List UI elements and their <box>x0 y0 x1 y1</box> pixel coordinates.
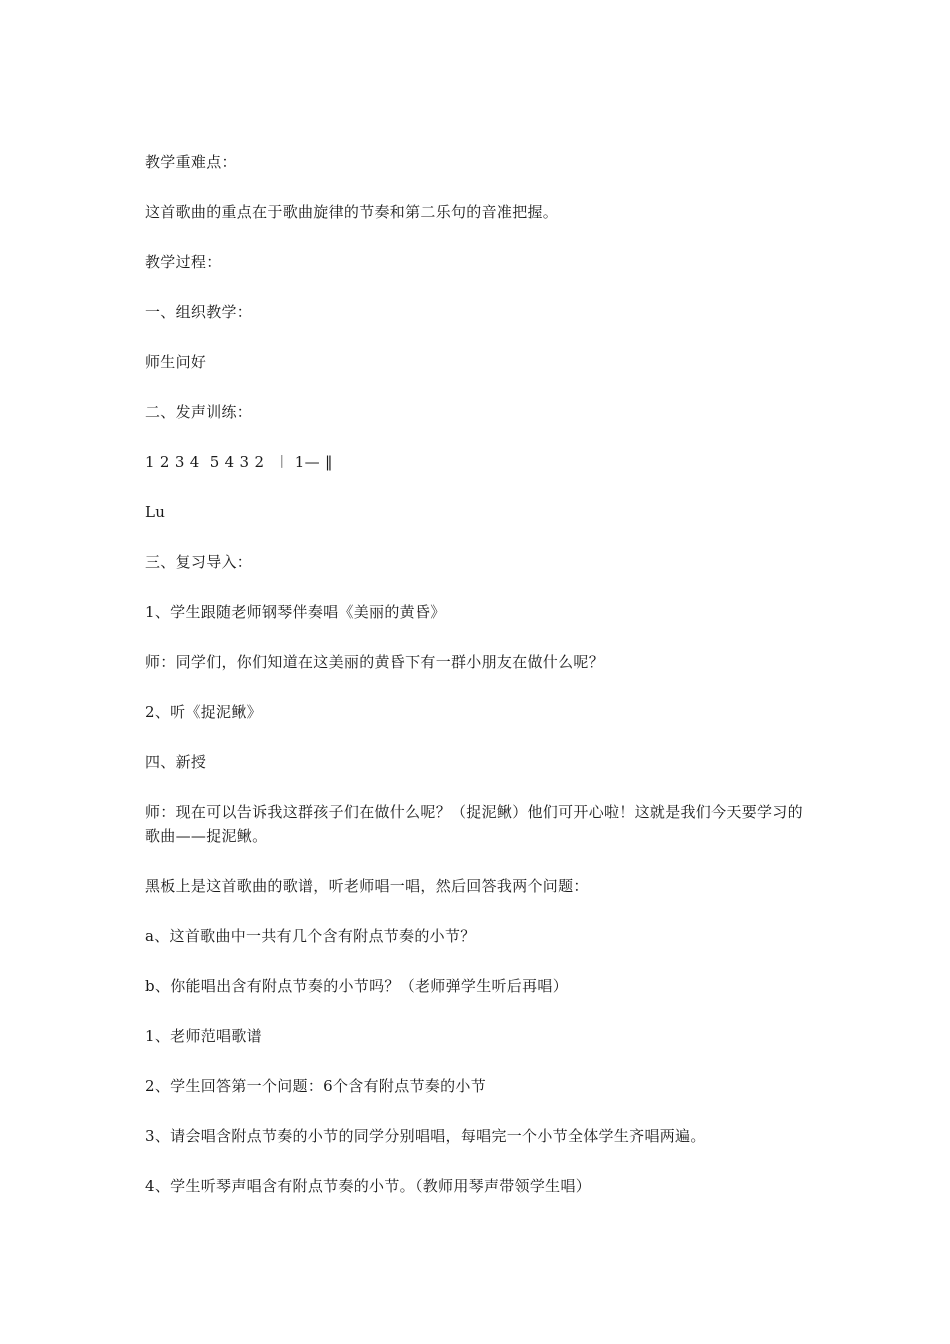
section-one-heading: 一、组织教学： <box>145 303 253 321</box>
new-lesson-step-3: 3、请会唱含附点节奏的小节的同学分别唱唱，每唱完一个小节全体学生齐唱两遍。 <box>145 1127 706 1145</box>
heading-teaching-process: 教学过程： <box>145 253 222 271</box>
blackboard-instruction: 黑板上是这首歌曲的歌谱，听老师唱一唱，然后回答我两个问题： <box>145 877 589 895</box>
teacher-question-1: 师：同学们，你们知道在这美丽的黄昏下有一群小朋友在做什么呢？ <box>145 653 605 671</box>
section-four-heading: 四、新授 <box>145 753 207 771</box>
new-lesson-step-1: 1、老师范唱歌谱 <box>145 1027 262 1045</box>
key-points-text: 这首歌曲的重点在于歌曲旋律的节奏和第二乐句的音准把握。 <box>145 203 559 221</box>
section-three-heading: 三、复习导入： <box>145 553 253 571</box>
new-lesson-step-4: 4、学生听琴声唱含有附点节奏的小节。（教师用琴声带领学生唱） <box>145 1177 592 1195</box>
document-body <box>145 150 815 1224</box>
teacher-intro-song: 师：现在可以告诉我这群孩子们在做什么呢？（捉泥鳅）他们可开心啦！这就是我们今天要学习的歌曲——捉泥鳅。 <box>145 803 803 845</box>
review-step-2: 2、听《捉泥鳅》 <box>145 703 262 721</box>
vocal-exercise-syllable: Lu <box>145 503 166 521</box>
section-two-heading: 二、发声训练： <box>145 403 253 421</box>
greeting-text: 师生问好 <box>145 353 207 371</box>
heading-key-points: 教学重难点： <box>145 153 237 171</box>
question-a: a、这首歌曲中一共有几个含有附点节奏的小节？ <box>145 927 476 945</box>
new-lesson-step-2: 2、学生回答第一个问题：6个含有附点节奏的小节 <box>145 1077 486 1095</box>
vocal-exercise-notation: 1 2 3 4 5 4 3 2 ︱ 1— ‖ <box>145 453 333 471</box>
review-step-1: 1、学生跟随老师钢琴伴奏唱《美丽的黄昏》 <box>145 603 446 621</box>
question-b: b、你能唱出含有附点节奏的小节吗？（老师弹学生听后再唱） <box>145 977 569 995</box>
